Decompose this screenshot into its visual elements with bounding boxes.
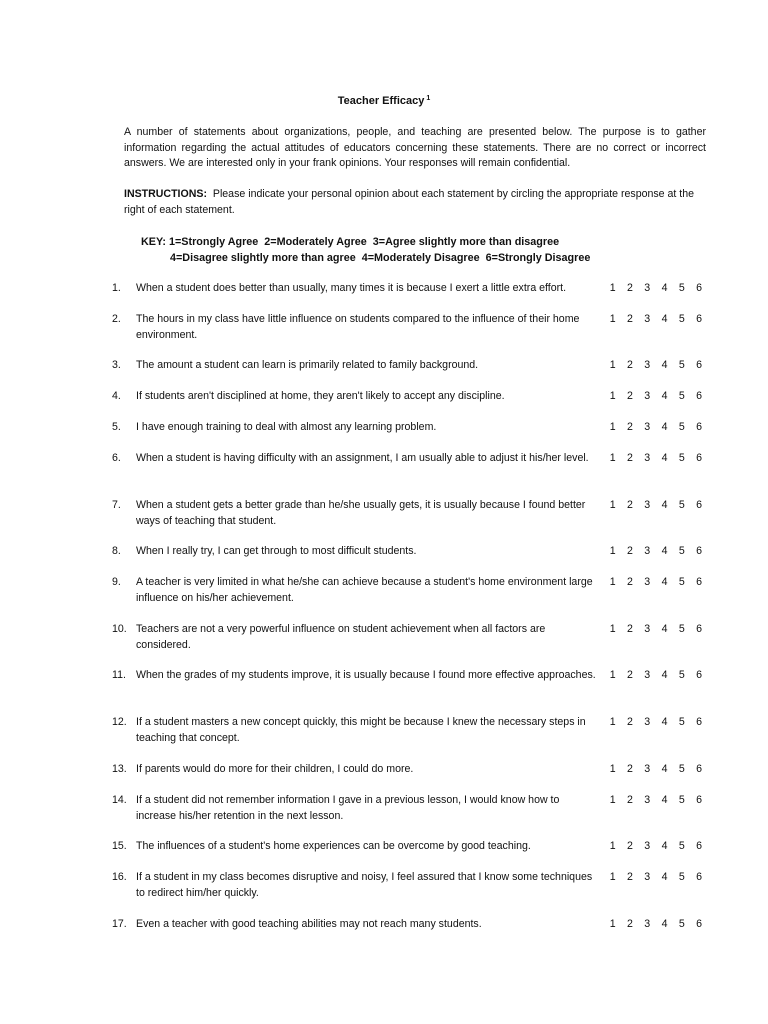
key-line-1: KEY: 1=Strongly Agree 2=Moderately Agree 3=Agree slightly more than disagree — [141, 236, 560, 248]
item-number: 11. — [112, 669, 126, 681]
response-option-5[interactable]: 5 — [678, 499, 685, 511]
response-scale — [604, 389, 714, 405]
response-option-5[interactable]: 5 — [678, 763, 685, 775]
response-option-5[interactable]: 5 — [678, 576, 685, 588]
response-scale — [604, 544, 714, 560]
response-option-4[interactable]: 4 — [661, 576, 668, 588]
item-statement: When a student does better than usually, many times it is because I exert a little extra effort. — [136, 282, 567, 294]
response-option-6[interactable]: 6 — [696, 623, 703, 635]
response-option-2[interactable]: 2 — [626, 452, 633, 464]
response-option-1[interactable]: 1 — [609, 716, 616, 728]
response-option-2[interactable]: 2 — [626, 499, 633, 511]
response-option-3[interactable]: 3 — [644, 669, 651, 681]
response-option-5[interactable]: 5 — [678, 623, 685, 635]
response-option-2[interactable]: 2 — [626, 623, 633, 635]
response-option-2[interactable]: 2 — [626, 794, 633, 806]
item-statement: When a student is having difficulty with an assignment, I am usually able to adjust it his/her level. — [136, 452, 589, 464]
item-statement: Teachers are not a very powerful influence on student achievement when all factors are considered. — [136, 623, 546, 651]
response-scale — [604, 451, 714, 467]
response-option-3[interactable]: 3 — [644, 390, 651, 402]
response-option-3[interactable]: 3 — [644, 359, 651, 371]
item-number: 13. — [112, 763, 127, 775]
instructions-text: Please indicate your personal opinion about each statement by circling the appropriate response at the right of each statement. — [124, 188, 695, 216]
item-number: 12. — [112, 716, 127, 728]
intro-paragraph: A number of statements about organizations, people, and teaching are presented below. The purpose is to gather information regarding the actual attitudes of educators concerning these statements. There are no correct or incorrect answers. We are interested only in your frank opinions. Your responses will remain confidential. — [124, 126, 706, 169]
item-number: 4. — [112, 390, 121, 402]
response-option-2[interactable]: 2 — [626, 421, 633, 433]
response-option-3[interactable]: 3 — [644, 716, 651, 728]
item-number: 2. — [112, 313, 121, 325]
response-option-1[interactable]: 1 — [609, 794, 616, 806]
response-option-5[interactable]: 5 — [678, 545, 685, 557]
response-option-6[interactable]: 6 — [696, 669, 703, 681]
response-option-6[interactable]: 6 — [696, 840, 703, 852]
response-scale — [604, 668, 714, 684]
item-number: 5. — [112, 421, 121, 433]
response-scale — [604, 312, 714, 328]
response-option-4[interactable]: 4 — [661, 452, 668, 464]
item-statement: A teacher is very limited in what he/she can achieve because a student's home environment large influence on his/her achievement. — [136, 576, 593, 604]
response-option-2[interactable]: 2 — [626, 763, 633, 775]
response-option-4[interactable]: 4 — [661, 359, 668, 371]
response-option-3[interactable]: 3 — [644, 499, 651, 511]
response-option-4[interactable]: 4 — [661, 499, 668, 511]
item-number: 14. — [112, 794, 127, 806]
response-option-2[interactable]: 2 — [626, 313, 633, 325]
response-option-4[interactable]: 4 — [661, 313, 668, 325]
response-option-4[interactable]: 4 — [661, 421, 668, 433]
response-scale — [604, 870, 714, 886]
response-option-3[interactable]: 3 — [644, 918, 651, 930]
response-option-2[interactable]: 2 — [626, 359, 633, 371]
response-option-2[interactable]: 2 — [626, 576, 633, 588]
response-option-3[interactable]: 3 — [644, 452, 651, 464]
response-option-2[interactable]: 2 — [626, 871, 633, 883]
response-option-3[interactable]: 3 — [644, 313, 651, 325]
response-option-1[interactable]: 1 — [609, 359, 616, 371]
response-scale — [604, 762, 714, 778]
instructions-label: INSTRUCTIONS: — [124, 188, 207, 200]
item-number: 17. — [112, 918, 127, 930]
response-option-5[interactable]: 5 — [678, 421, 685, 433]
item-statement: The amount a student can learn is primarily related to family background. — [136, 359, 479, 371]
item-number: 15. — [112, 840, 127, 852]
response-option-4[interactable]: 4 — [661, 545, 668, 557]
response-option-6[interactable]: 6 — [696, 282, 703, 294]
response-option-5[interactable]: 5 — [678, 452, 685, 464]
response-option-6[interactable]: 6 — [696, 545, 703, 557]
title-text: Teacher Efficacy — [337, 95, 425, 107]
response-option-2[interactable]: 2 — [626, 840, 633, 852]
item-number: 9. — [112, 576, 121, 588]
response-option-3[interactable]: 3 — [644, 871, 651, 883]
response-option-4[interactable]: 4 — [661, 918, 668, 930]
item-number: 6. — [112, 452, 121, 464]
item-number: 3. — [112, 359, 121, 371]
response-option-1[interactable]: 1 — [609, 313, 616, 325]
page-title — [0, 94, 768, 110]
response-option-1[interactable]: 1 — [609, 918, 616, 930]
response-option-6[interactable]: 6 — [696, 421, 703, 433]
response-option-6[interactable]: 6 — [696, 871, 703, 883]
response-option-4[interactable]: 4 — [661, 390, 668, 402]
response-option-1[interactable]: 1 — [609, 452, 616, 464]
response-option-1[interactable]: 1 — [609, 623, 616, 635]
response-option-1[interactable]: 1 — [609, 421, 616, 433]
response-option-2[interactable]: 2 — [626, 918, 633, 930]
response-option-1[interactable]: 1 — [609, 763, 616, 775]
response-option-1[interactable]: 1 — [609, 840, 616, 852]
response-option-5[interactable]: 5 — [678, 313, 685, 325]
response-option-6[interactable]: 6 — [696, 716, 703, 728]
response-option-5[interactable]: 5 — [678, 716, 685, 728]
response-option-3[interactable]: 3 — [644, 421, 651, 433]
item-number: 8. — [112, 545, 121, 557]
item-statement: If a student did not remember information I gave in a previous lesson, I would know how to increase his/her retention in the next lesson. — [136, 794, 560, 822]
response-option-2[interactable]: 2 — [626, 545, 633, 557]
response-option-6[interactable]: 6 — [696, 359, 703, 371]
item-statement: If a student in my class becomes disruptive and noisy, I feel assured that I know some techniques to redirect him/her quickly. — [136, 871, 593, 899]
response-option-3[interactable]: 3 — [644, 545, 651, 557]
response-option-6[interactable]: 6 — [696, 576, 703, 588]
response-option-6[interactable]: 6 — [696, 499, 703, 511]
response-scale — [604, 575, 714, 591]
response-option-1[interactable]: 1 — [609, 282, 616, 294]
response-option-1[interactable]: 1 — [609, 545, 616, 557]
response-option-3[interactable]: 3 — [644, 282, 651, 294]
response-scale — [604, 498, 714, 514]
item-statement: I have enough training to deal with almost any learning problem. — [136, 421, 437, 433]
response-scale — [604, 793, 714, 809]
response-scale — [604, 420, 714, 436]
response-option-1[interactable]: 1 — [609, 669, 616, 681]
response-option-3[interactable]: 3 — [644, 840, 651, 852]
response-option-4[interactable]: 4 — [661, 623, 668, 635]
response-option-5[interactable]: 5 — [678, 359, 685, 371]
item-number: 16. — [112, 871, 127, 883]
item-statement: When the grades of my students improve, it is usually because I found more effective approaches. — [136, 669, 596, 681]
response-option-3[interactable]: 3 — [644, 623, 651, 635]
response-option-4[interactable]: 4 — [661, 282, 668, 294]
response-option-6[interactable]: 6 — [696, 794, 703, 806]
response-option-3[interactable]: 3 — [644, 576, 651, 588]
response-option-4[interactable]: 4 — [661, 716, 668, 728]
response-option-6[interactable]: 6 — [696, 313, 703, 325]
response-option-1[interactable]: 1 — [609, 576, 616, 588]
response-option-6[interactable]: 6 — [696, 390, 703, 402]
response-scale — [604, 622, 714, 638]
item-number: 10. — [112, 623, 127, 635]
response-option-4[interactable]: 4 — [661, 871, 668, 883]
title-footnote-marker: 1 — [426, 95, 431, 102]
response-option-1[interactable]: 1 — [609, 390, 616, 402]
item-statement: If students aren't disciplined at home, they aren't likely to accept any discipline. — [136, 390, 505, 402]
response-option-6[interactable]: 6 — [696, 918, 703, 930]
item-statement: The hours in my class have little influence on students compared to the influence of their home environment. — [136, 313, 580, 341]
response-option-2[interactable]: 2 — [626, 390, 633, 402]
item-statement: If a student masters a new concept quickly, this might be because I knew the necessary steps in teaching that concept. — [136, 716, 586, 744]
response-option-5[interactable]: 5 — [678, 669, 685, 681]
item-statement: When I really try, I can get through to most difficult students. — [136, 545, 417, 557]
item-number: 7. — [112, 499, 121, 511]
response-option-6[interactable]: 6 — [696, 452, 703, 464]
response-option-1[interactable]: 1 — [609, 499, 616, 511]
key-line-2: 4=Disagree slightly more than agree 4=Moderately Disagree 6=Strongly Disagree — [170, 252, 591, 264]
response-scale — [604, 715, 714, 731]
response-option-1[interactable]: 1 — [609, 871, 616, 883]
instructions-paragraph — [124, 187, 706, 218]
response-option-5[interactable]: 5 — [678, 794, 685, 806]
item-statement: If parents would do more for their children, I could do more. — [136, 763, 414, 775]
response-option-4[interactable]: 4 — [661, 794, 668, 806]
item-statement: When a student gets a better grade than he/she usually gets, it is usually because I found better ways of teaching that student. — [136, 499, 586, 527]
response-scale — [604, 358, 714, 374]
response-option-5[interactable]: 5 — [678, 918, 685, 930]
response-option-4[interactable]: 4 — [661, 763, 668, 775]
response-option-2[interactable]: 2 — [626, 282, 633, 294]
response-scale — [604, 917, 714, 933]
response-option-2[interactable]: 2 — [626, 669, 633, 681]
response-option-3[interactable]: 3 — [644, 794, 651, 806]
response-option-5[interactable]: 5 — [678, 390, 685, 402]
response-option-4[interactable]: 4 — [661, 669, 668, 681]
item-number: 1. — [112, 282, 121, 294]
response-option-3[interactable]: 3 — [644, 763, 651, 775]
response-option-5[interactable]: 5 — [678, 871, 685, 883]
response-option-4[interactable]: 4 — [661, 840, 668, 852]
response-option-6[interactable]: 6 — [696, 763, 703, 775]
response-scale — [604, 839, 714, 855]
response-scale — [604, 281, 714, 297]
item-statement: Even a teacher with good teaching abilities may not reach many students. — [136, 918, 482, 930]
response-option-5[interactable]: 5 — [678, 282, 685, 294]
response-option-5[interactable]: 5 — [678, 840, 685, 852]
item-statement: The influences of a student's home experiences can be overcome by good teaching. — [136, 840, 531, 852]
response-option-2[interactable]: 2 — [626, 716, 633, 728]
response-key — [141, 234, 590, 266]
